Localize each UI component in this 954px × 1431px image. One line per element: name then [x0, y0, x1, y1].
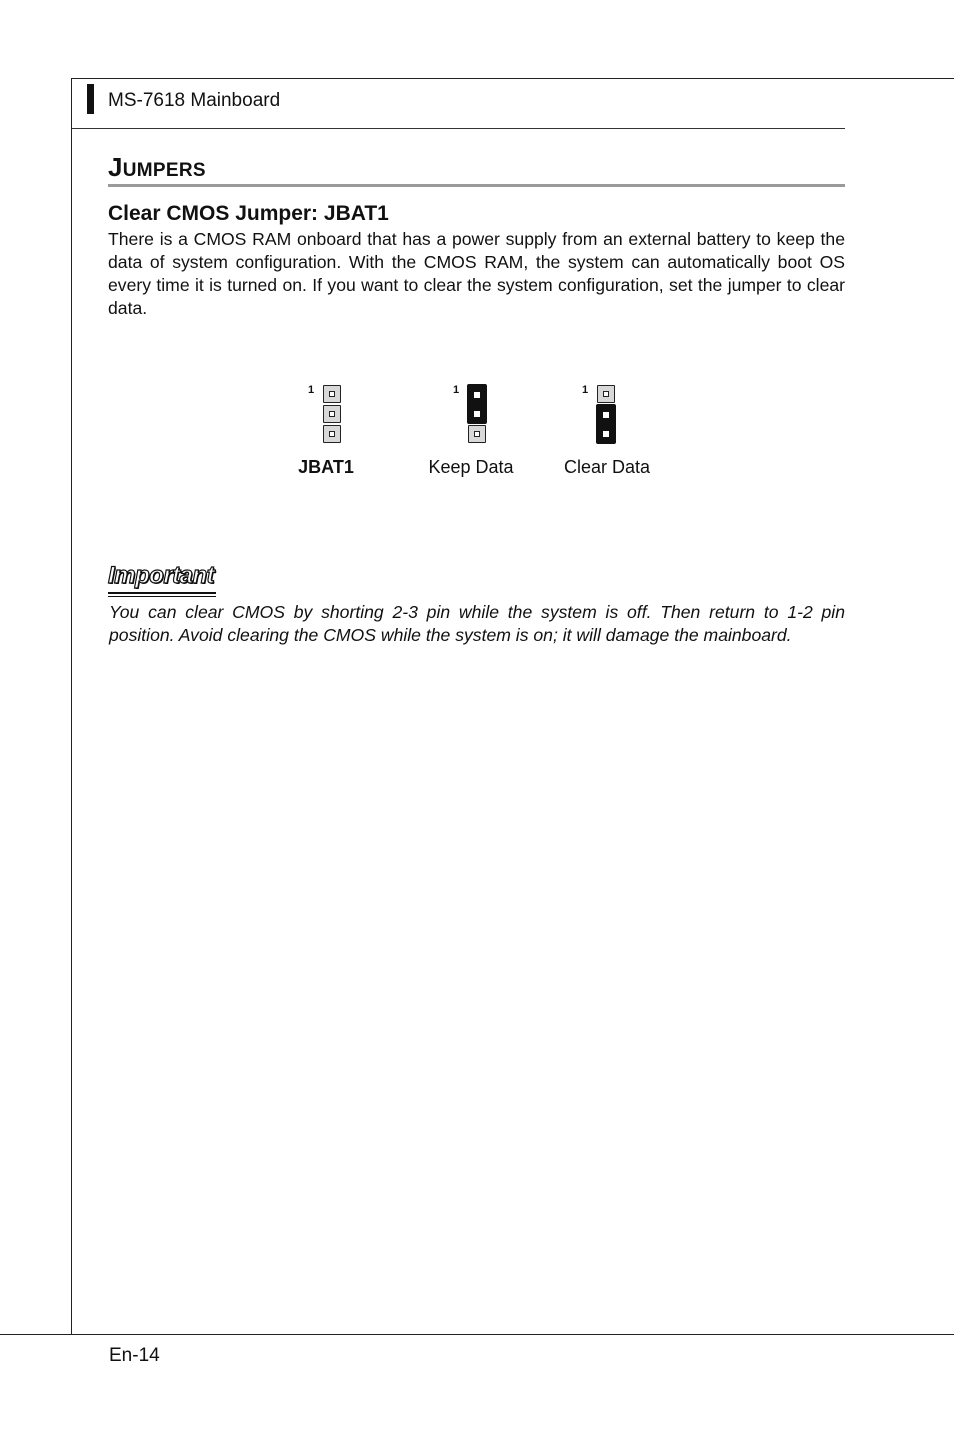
page-number: En-14 — [109, 1345, 160, 1366]
important-underline — [108, 592, 216, 594]
page-frame-bottom — [0, 1334, 954, 1335]
jumper-pin — [468, 425, 486, 443]
header-title: MS-7618 Mainboard — [108, 90, 281, 111]
header-marker — [87, 84, 94, 114]
jumper-pin — [323, 425, 341, 443]
jumper-pin — [323, 385, 341, 403]
pin-one-label: 1 — [453, 384, 460, 396]
section-title-initial: J — [108, 152, 123, 182]
important-underline — [108, 596, 216, 597]
section-title — [108, 152, 206, 183]
jumper-pin — [323, 405, 341, 423]
jumper-label-jbat1: JBAT1 — [298, 457, 354, 477]
page-frame-left — [71, 78, 72, 1335]
pin-one-label: 1 — [582, 384, 589, 396]
subsection-title: Clear CMOS Jumper: JBAT1 — [108, 202, 389, 225]
section-rule — [108, 184, 845, 187]
important-text: You can clear CMOS by shorting 2-3 pin while the system is off. Then return to 1-2 pin position. Avoid clearing the CMOS while the system is on; it will damage the mainboard. — [109, 602, 845, 645]
intro-paragraph: There is a CMOS RAM onboard that has a power supply from an external battery to keep the data of system configuration. With the CMOS RAM, the system can automatically boot OS every time it is turned on. If you want to clear the system configuration, set the jumper to clear data. — [108, 229, 845, 318]
jumper-cap — [596, 404, 616, 444]
section-title-rest: UMPERS — [122, 160, 206, 181]
important-heading: Important — [108, 562, 215, 589]
header-rule — [72, 128, 845, 129]
jumper-pin — [597, 385, 615, 403]
jumper-label-clear-data: Clear Data — [563, 457, 651, 477]
jumper-label-keep-data: Keep Data — [428, 457, 514, 477]
pin-one-label: 1 — [308, 384, 315, 396]
jumper-cap — [467, 384, 487, 424]
page-frame-top — [71, 78, 954, 79]
